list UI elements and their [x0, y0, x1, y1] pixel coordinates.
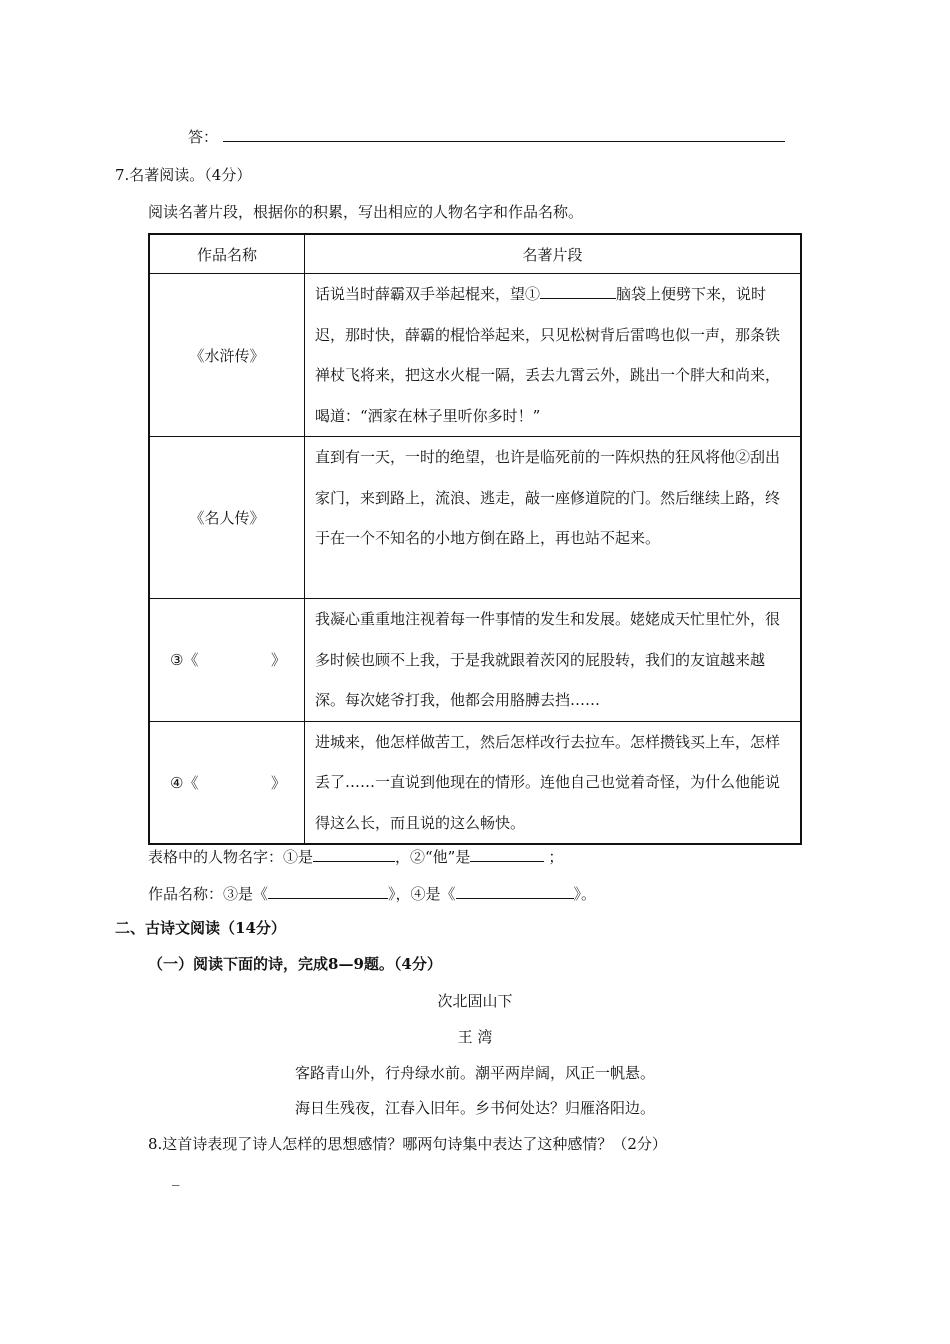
poem-author: 王 湾: [457, 1028, 493, 1046]
work-3-prefix: ③《: [170, 651, 199, 670]
work-name-cell: 《水浒传》: [149, 274, 305, 437]
blank-1[interactable]: [540, 284, 616, 299]
work-4-suffix: 》: [270, 773, 286, 792]
works-answer-line: [148, 883, 596, 904]
work-3-suffix: 》: [270, 651, 286, 670]
excerpt-text-cont: 脑袋上便劈下来，说时迟，那时快，薛霸的棍恰举起来，只见松树背后雷鸣也似一声，那条铁禅杖飞将来，把这水火棍一隔，丢去九霄云外，跳出一个胖大和尚来，喝道：“洒家在林子里听你多时！”: [315, 285, 781, 425]
answer-blank[interactable]: [223, 127, 785, 142]
question-7-instruction: 阅读名著片段，根据你的积累，写出相应的人物名字和作品名称。: [148, 203, 584, 221]
work-name-cell[interactable]: [149, 599, 305, 722]
names-label-2: ，②“他”是: [395, 848, 471, 866]
name-blank-1[interactable]: [313, 847, 395, 862]
section-2-title: 二、古诗文阅读（14分）: [115, 919, 286, 937]
poem-line-2: 海日生残夜，江春入旧年。乡书何处达？归雁洛阳边。: [294, 1099, 655, 1117]
answer-line: [188, 126, 785, 147]
question-7-title: 7.名著阅读。（4分）: [115, 166, 252, 184]
header-work-name: 作品名称: [149, 234, 305, 274]
excerpt-cell: 进城来，他怎样做苦工，然后怎样改行去拉车。怎样攒钱买上车，怎样丢了……一直说到他现在的情形。连他自己也觉着奇怪，为什么他能说得这么长，而且说的这么畅快。: [305, 721, 802, 844]
table-row: [149, 437, 801, 599]
header-excerpt: 名著片段: [305, 234, 802, 274]
poem-line-1: 客路青山外，行舟绿水前。潮平两岸阔，风正一帆悬。: [294, 1064, 655, 1082]
poem-title: 次北固山下: [437, 992, 513, 1010]
works-label-2: 》，④是《: [388, 885, 456, 903]
table-row: [149, 599, 801, 722]
work-blank-4[interactable]: [456, 884, 574, 899]
names-label-1: 表格中的人物名字：①是: [148, 848, 314, 866]
name-blank-2[interactable]: [470, 847, 544, 862]
work-name-cell: 《名人传》: [149, 437, 305, 599]
table-header-row: [149, 234, 801, 274]
works-label-1: 作品名称：③是《: [148, 885, 269, 903]
subsection-1-title: （一）阅读下面的诗，完成8—9题。（4分）: [148, 955, 442, 973]
names-label-3: ；: [548, 848, 564, 866]
question-8: 8.这首诗表现了诗人怎样的思想感情？哪两句诗集中表达了这种感情？（2分）: [148, 1135, 667, 1153]
work-4-prefix: ④《: [170, 773, 199, 792]
answer-mark[interactable]: _: [172, 1168, 180, 1186]
answer-label: 答：: [188, 128, 219, 146]
excerpt-cell: [305, 274, 802, 437]
work-name-cell[interactable]: [149, 721, 305, 844]
works-label-3: 》。: [573, 885, 597, 903]
excerpt-cell: 我凝心重重地注视着每一件事情的发生和发展。姥姥成天忙里忙外，很多时候也顾不上我，于是我就跟着茨冈的屁股转，我们的友谊越来越深。每次姥爷打我，他都会用胳膊去挡……: [305, 599, 802, 722]
work-blank-3[interactable]: [268, 884, 388, 899]
excerpt-text: 话说当时薛霸双手举起棍来，望①: [315, 285, 541, 303]
names-answer-line: [148, 846, 563, 867]
table-row: [149, 721, 801, 844]
works-table: [148, 233, 802, 845]
table-row: [149, 274, 801, 437]
excerpt-cell: 直到有一天，一时的绝望，也许是临死前的一阵炽热的狂风将他②刮出家门，来到路上，流浪、逃走，敲一座修道院的门。然后继续上路，终于在一个不知名的小地方倒在路上，再也站不起来。: [305, 437, 802, 599]
